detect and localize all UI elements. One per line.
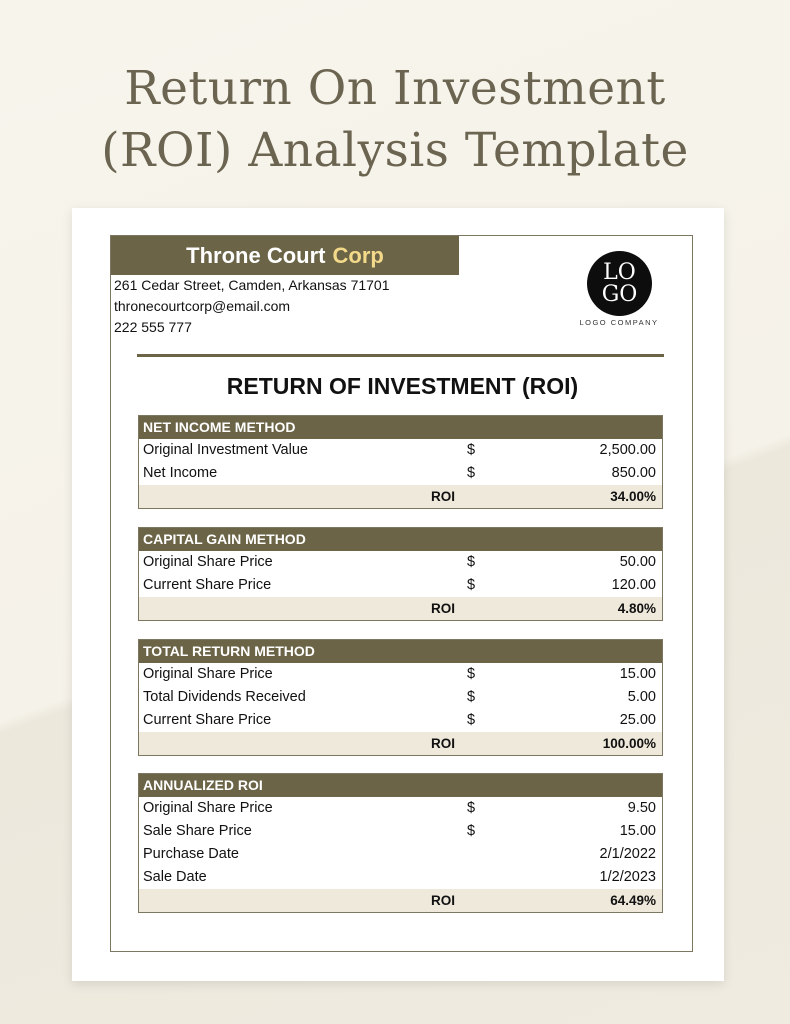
table-row [139,439,662,462]
section-heading: NET INCOME METHOD [139,416,662,439]
row-label: Original Investment Value [143,442,308,458]
currency-symbol: $ [467,712,476,728]
company-email: thronecourtcorp@email.com [114,298,291,314]
row-value: 50.00 [619,554,656,570]
company-name-banner [111,236,459,275]
roi-value: 100.00% [602,736,656,751]
document-frame [110,235,693,952]
row-value: 1/2/2023 [599,869,656,885]
row-label: Current Share Price [143,577,272,593]
roi-row [139,889,662,912]
capital-gain-section [138,527,663,621]
currency-symbol: $ [467,823,476,839]
row-label: Original Share Price [143,666,273,682]
document-sheet [72,208,724,981]
section-heading: CAPITAL GAIN METHOD [139,528,662,551]
roi-row [139,485,662,508]
logo-icon [587,251,652,316]
currency-symbol: $ [467,442,476,458]
table-row [139,820,662,843]
header-divider [137,354,664,357]
currency-symbol: $ [467,800,476,816]
roi-value: 34.00% [610,489,656,504]
row-value: 120.00 [611,577,656,593]
table-row [139,866,662,889]
roi-value: 4.80% [617,601,656,616]
row-value: 5.00 [627,689,656,705]
section-heading: TOTAL RETURN METHOD [139,640,662,663]
currency-symbol: $ [467,666,476,682]
row-value: 9.50 [627,800,656,816]
logo-text-1: LO [603,259,636,285]
row-value: 2/1/2022 [599,846,656,862]
row-label: Current Share Price [143,712,272,728]
row-label: Original Share Price [143,800,273,816]
table-row [139,709,662,732]
row-label: Total Dividends Received [143,689,306,705]
currency-symbol: $ [467,577,476,593]
hero-title-line-1: Return On Investment [124,61,666,116]
table-row [139,686,662,709]
roi-value: 64.49% [610,893,656,908]
roi-row [139,597,662,620]
roi-label: ROI [431,489,456,504]
row-value: 25.00 [619,712,656,728]
roi-row [139,732,662,755]
row-label: Sale Share Price [143,823,252,839]
net-income-section [138,415,663,509]
roi-label: ROI [431,601,456,616]
logo-text-2: GO [601,281,638,307]
table-row [139,551,662,574]
company-phone: 222 555 777 [114,319,192,335]
currency-symbol: $ [467,554,476,570]
annualized-roi-section [138,773,663,913]
row-label: Original Share Price [143,554,273,570]
row-label: Sale Date [143,869,207,885]
logo-caption: LOGO COMPANY [579,318,659,327]
row-value: 850.00 [611,465,656,481]
table-row [139,574,662,597]
row-label: Purchase Date [143,846,239,862]
hero-title [0,58,790,182]
table-row [139,462,662,485]
company-name-accent: Corp [332,242,384,268]
row-value: 15.00 [619,823,656,839]
table-row [139,797,662,820]
hero-title-line-2: (ROI) Analysis Template [101,123,689,178]
section-heading: ANNUALIZED ROI [139,774,662,797]
row-label: Net Income [143,465,218,481]
currency-symbol: $ [467,689,476,705]
document-title: RETURN OF INVESTMENT (ROI) [226,373,579,399]
row-value: 2,500.00 [599,442,656,458]
currency-symbol: $ [467,465,476,481]
total-return-section [138,639,663,756]
company-address: 261 Cedar Street, Camden, Arkansas 71701 [114,277,390,293]
table-row [139,663,662,686]
table-row [139,843,662,866]
row-value: 15.00 [619,666,656,682]
roi-label: ROI [431,893,456,908]
roi-label: ROI [431,736,456,751]
company-name: Throne Court [186,242,326,268]
